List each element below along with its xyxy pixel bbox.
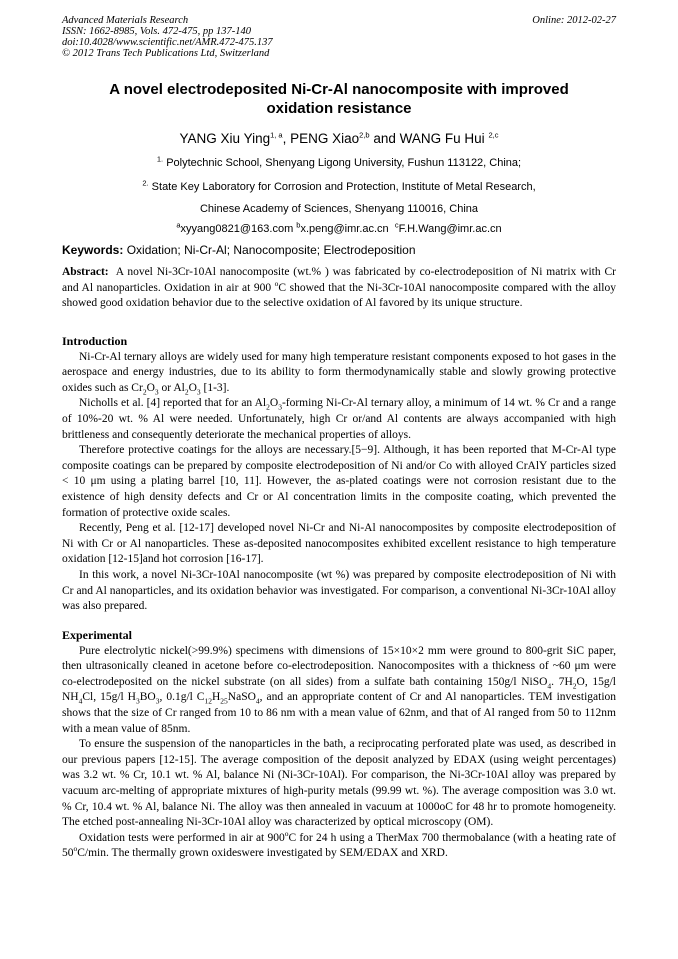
subscript: 12 xyxy=(204,696,212,706)
degree-superscript: o xyxy=(284,828,289,838)
abstract xyxy=(62,265,616,312)
paragraph: Recently, Peng et al. [12-17] developed novel Ni-Cr and Ni-Al nanocomposites by composite electrodeposition of Ni with Cr or Al nanoparticles. These as-deposited nanocomposites exhibited excellent resistance to high temperature oxidation [12-15]and hot corrosion [16-17]. xyxy=(62,522,616,566)
journal-copyright: © 2012 Trans Tech Publications Ltd, Switzerland xyxy=(62,48,270,59)
text-run: Pure electrolytic nickel(>99.9%) specimens with dimensions of 15×10×2 mm were ground to 800-grit SiC paper, then ultrasonically cleaned in acetone before co-electrodeposition. Nanocomposites with a thickness of ~60 μm were co-electrodeposited on the nickel substrate (on all sides) from a sulfate bath containing 150g/l NiSO xyxy=(62,644,616,688)
author-name: WANG Fu Hui xyxy=(399,131,485,146)
text-run: O xyxy=(269,397,279,410)
subscript: 2 xyxy=(266,402,270,412)
email-superscript: b xyxy=(296,220,301,230)
journal-header xyxy=(62,15,273,59)
section-heading: Introduction xyxy=(62,334,128,348)
subscript: 4 xyxy=(78,696,83,706)
text-run: C for 24 h using a TherMax 700 thermobalance (with a heating rate of 50 xyxy=(62,831,616,860)
author-superscript: 1, a xyxy=(270,130,283,140)
text-run: O, 15g/l NH xyxy=(62,675,616,704)
text-run: , 0.1g/l C xyxy=(159,691,205,704)
email-line xyxy=(62,222,616,236)
author-name: PENG Xiao xyxy=(290,131,360,146)
degree-superscript: o xyxy=(274,278,279,288)
text-run: H xyxy=(211,691,221,704)
affiliation-text: Polytechnic School, Shenyang Ligong University, Fushun 113122, China; xyxy=(166,157,522,169)
keywords xyxy=(62,243,416,258)
experimental-section xyxy=(62,628,616,862)
abstract-text: C showed that the Ni-3Cr-10Al nanocomposite compared with the alloy showed good oxidation behavior due to the selective oxidation of Al favored by its unique structure. xyxy=(62,281,616,310)
paper-title-line-1: A novel electrodeposited Ni-Cr-Al nanocomposite with improved xyxy=(109,81,569,98)
text-run: [1-3]. xyxy=(200,381,230,394)
journal-doi: doi:10.4028/www.scientific.net/AMR.472-475.137 xyxy=(62,37,273,48)
affiliation-number: 1. xyxy=(156,154,164,164)
author-name: YANG Xiu Ying xyxy=(179,131,271,146)
text-run: O xyxy=(146,381,155,394)
subscript: 2 xyxy=(572,681,577,691)
email-superscript: a xyxy=(176,220,181,230)
author-superscript: 2,c xyxy=(488,130,499,140)
text-run: NaSO xyxy=(227,691,256,704)
subscript: 2 xyxy=(184,387,189,397)
text-run: Cl, 15g/l H xyxy=(82,691,136,704)
paragraph: To ensure the suspension of the nanoparticles in the bath, a reciprocating perforated plate was used, as described in our previous papers [12-15]. The average composition of the deposit analyzed by EDAX (using weight percentages) was 3.2 wt. % Cr, 10.1 wt. % Al, balance Ni (Ni-3Cr-10Al). For comparison, the Ni-3Cr-10Al alloy was prepared by vacuum arc-melting of appropriate mixtures of high-purity metals (99.99 wt. %). The average composition was 3.0 wt. % Cr, 10.4 wt. % Al, balance Ni. The alloy was then annealed in vacuum at 1000oC for 48 hr to promote homogeneity. The etched post-annealing Ni-3Cr-10Al alloy was characterized by optical microscopy (OM). xyxy=(62,738,616,829)
subscript: 3 xyxy=(196,387,201,397)
paragraph: Therefore protective coatings for the alloys are necessary.[5−9]. Although, it has been reported that M-Cr-Al type composite coatings can be prepared by composite electrodeposition of Ni and/or Co with alloyed CrAlY particles sized < 10 μm using a plating barrel [10, 11]. However, the as-plated coatings were not corrosion resistant due to the existence of high density defects and Cr or Al concentration limits in the composite coating, which prevented the formation of protective oxide scales. xyxy=(62,444,616,519)
text-run: -forming Ni-Cr-Al ternary alloy, a minimum of 14 wt. % Cr and a range of 10%-20 wt. % Al were needed. Unfortunately, high Cr or/and Al contents are always accompanied with high brittleness and consequently deteriorate the mechanical properties of alloys. xyxy=(62,397,616,441)
text-run: Oxidation tests were performed in air at 900 xyxy=(79,831,285,844)
affiliation-2-line-2: Chinese Academy of Sciences, Shenyang 110016, China xyxy=(199,203,479,215)
degree-superscript: o xyxy=(73,844,78,854)
affiliation-number: 2. xyxy=(142,178,149,188)
text-run: C/min. The thermally grown oxideswere investigated by SEM/EDAX and XRD. xyxy=(77,847,448,860)
author-conjunction: and xyxy=(373,131,396,146)
subscript: 3 xyxy=(155,696,160,706)
text-run: . 7H xyxy=(551,675,573,688)
journal-issn: ISSN: 1662-8985, Vols. 472-475, pp 137-140 xyxy=(62,26,251,37)
journal-name: Advanced Materials Research xyxy=(62,15,189,26)
online-date: Online: 2012-02-27 xyxy=(532,15,616,26)
affiliation-1 xyxy=(62,156,616,170)
author-list: YANG Xiu Ying$^{1, a}$, PENG Xiao$^{2,b}$ and WANG Fu Hui $^{2,c}$ xyxy=(179,130,499,146)
text-run: O xyxy=(188,381,197,394)
paragraph xyxy=(62,396,616,443)
subscript: 4 xyxy=(255,696,260,706)
paper-title xyxy=(62,80,616,118)
subscript: 25 xyxy=(220,696,228,706)
keywords-label: Keywords: xyxy=(62,243,124,257)
paragraph xyxy=(62,828,616,862)
author-superscript: 2,b xyxy=(359,130,370,140)
section-heading: Experimental xyxy=(62,628,132,642)
paragraph xyxy=(62,350,616,397)
subscript: 3 xyxy=(278,402,282,412)
abstract-label: Abstract: xyxy=(62,266,109,278)
text-run: , and an appropriate content of Cr and Al nanoparticles. TEM investigation shows that the size of Cr ranged from 10 to 86 nm with a mean value of 62nm, and that of Al ranged from 50 to 112nm with a mean value of 85nm. xyxy=(62,691,617,735)
paragraph: In this work, a novel Ni-3Cr-10Al nanocomposite (wt %) was prepared by composite electrodeposition of Ni with Cr and Al nanoparticles, and its oxidation behavior was investigated. For comparison, a conventional Ni-3Cr-10Al alloy was also prepared. xyxy=(62,568,616,613)
abstract-text: A novel Ni-3Cr-10Al nanocomposite (wt.% ) was fabricated by co-electrodeposition of Ni matrix with Cr and Al nanoparticles. Oxidation in air at 900 xyxy=(62,266,616,294)
paper-title-line-2: oxidation resistance xyxy=(266,100,412,117)
affiliation-text: State Key Laboratory for Corrosion and Protection, Institute of Metal Research, xyxy=(151,181,536,193)
text-run: BO xyxy=(139,691,156,704)
email-superscript: c xyxy=(394,220,399,230)
text-run: Nicholls et al. [4] reported that for an Al xyxy=(79,397,267,410)
keywords-text: Oxidation; Ni-Cr-Al; Nanocomposite; Electrodeposition xyxy=(126,243,416,257)
subscript: 4 xyxy=(547,681,552,691)
paragraph xyxy=(62,644,616,738)
introduction-section xyxy=(62,334,616,615)
subscript: 2 xyxy=(142,387,147,397)
email-address: xyyang0821@163.com xyxy=(180,223,294,235)
subscript: 3 xyxy=(136,696,140,706)
text-run: Ni-Cr-Al ternary alloys are widely used for many high temperature resistant components exposed to hot gases in the aerospace and energy industries, due to its ability to form thermodynamically stable and slowly growing protective oxides such as Cr xyxy=(62,350,616,394)
text-run: or Al xyxy=(158,381,185,394)
subscript: 3 xyxy=(154,387,159,397)
email-address: F.H.Wang@imr.ac.cn xyxy=(398,223,502,235)
affiliation-2 xyxy=(62,180,616,194)
email-address: x.peng@imr.ac.cn xyxy=(300,223,389,235)
